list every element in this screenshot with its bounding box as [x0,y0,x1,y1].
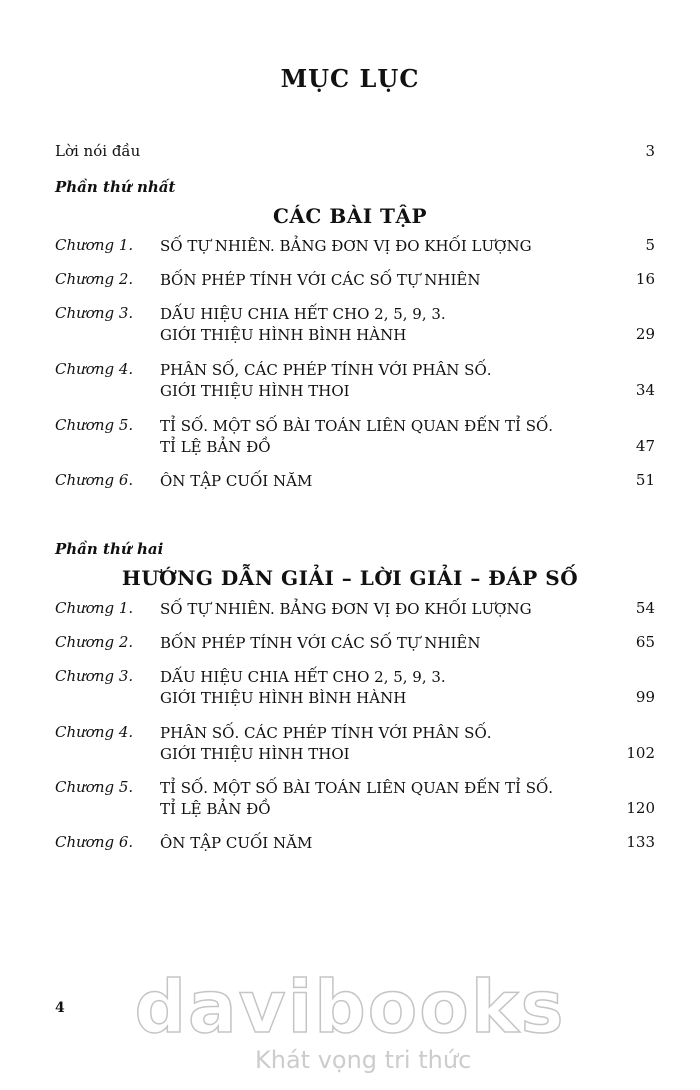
chapter-page: 133 [626,833,655,851]
chapter-label: Chương 2. [55,633,134,651]
part-1-title: CÁC BÀI TẬP [273,204,427,228]
part-2-title: HƯỚNG DẪN GIẢI – LỜI GIẢI – ĐÁP SỐ [121,566,579,590]
chapter-title: ÔN TẬP CUỐI NĂM [160,472,313,490]
chapter-title: PHÂN SỐ, CÁC PHÉP TÍNH VỚI PHÂN SỐ. GIỚI THIỆU HÌNH THOI [160,361,492,400]
chapter-label: Chương 2. [55,270,134,288]
chapter-label: Chương 3. [55,667,134,685]
chapter-page: 34 [635,381,655,399]
chapter-label: Chương 6. [55,833,134,851]
page-number: 4 [55,1000,65,1016]
chapter-page: 54 [635,599,655,617]
chapter-title: DẤU HIỆU CHIA HẾT CHO 2, 5, 9, 3. GIỚI THIỆU HÌNH BÌNH HÀNH [160,305,446,344]
chapter-title: TỈ SỐ. MỘT SỐ BÀI TOÁN LIÊN QUAN ĐẾN TỈ SỐ. TỈ LỆ BẢN ĐỒ [160,779,554,818]
chapter-label: Chương 1. [55,599,134,617]
preface-label: Lời nói đầu [55,142,141,160]
chapter-title: SỐ TỰ NHIÊN. BẢNG ĐƠN VỊ ĐO KHỐI LƯỢNG [160,600,532,618]
chapter-title: TỈ SỐ. MỘT SỐ BÀI TOÁN LIÊN QUAN ĐẾN TỈ SỐ. TỈ LỆ BẢN ĐỒ [160,417,554,456]
chapter-page: 65 [635,633,655,651]
chapter-label: Chương 5. [55,416,134,434]
watermark-brand: davibooks [134,965,566,1049]
chapter-page: 29 [635,325,655,343]
chapter-label: Chương 6. [55,471,134,489]
chapter-title: SỐ TỰ NHIÊN. BẢNG ĐƠN VỊ ĐO KHỐI LƯỢNG [160,237,532,255]
chapter-page: 47 [635,437,655,455]
chapter-page: 16 [635,270,655,288]
chapter-label: Chương 4. [55,360,134,378]
chapter-title: DẤU HIỆU CHIA HẾT CHO 2, 5, 9, 3. GIỚI THIỆU HÌNH BÌNH HÀNH [160,668,446,707]
chapter-title: BỐN PHÉP TÍNH VỚI CÁC SỐ TỰ NHIÊN [160,271,481,289]
chapter-page: 5 [645,236,655,254]
page-title: MỤC LỤC [280,64,420,93]
chapter-label: Chương 4. [55,723,134,741]
chapter-page: 51 [635,471,655,489]
chapter-label: Chương 3. [55,304,134,322]
chapter-title: PHÂN SỐ. CÁC PHÉP TÍNH VỚI PHÂN SỐ. GIỚI THIỆU HÌNH THOI [160,724,492,763]
chapter-title: BỐN PHÉP TÍNH VỚI CÁC SỐ TỰ NHIÊN [160,634,481,652]
preface-page: 3 [645,142,655,160]
chapter-label: Chương 5. [55,778,134,796]
chapter-title: ÔN TẬP CUỐI NĂM [160,834,313,852]
chapter-page: 102 [626,744,655,762]
watermark-slogan: Khát vọng tri thức [255,1046,472,1074]
part-2-label: Phần thứ hai [55,540,164,558]
part-1-label: Phần thứ nhất [55,178,176,196]
chapter-page: 120 [626,799,655,817]
chapter-page: 99 [635,688,655,706]
chapter-label: Chương 1. [55,236,134,254]
